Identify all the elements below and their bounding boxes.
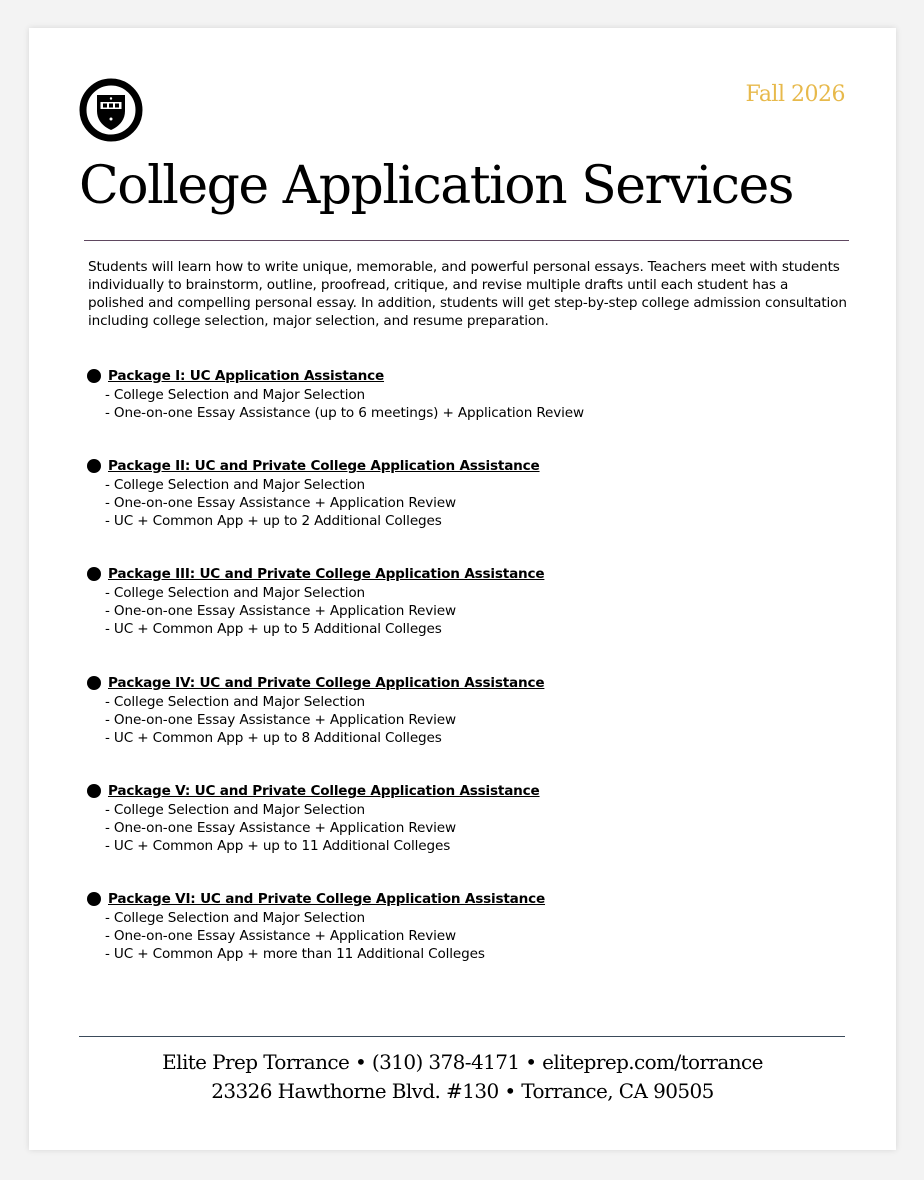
package-item: - One-on-one Essay Assistance (up to 6 meetings) + Application Review bbox=[105, 405, 584, 421]
bullet-icon bbox=[87, 369, 101, 383]
package-item: - One-on-one Essay Assistance + Application Review bbox=[105, 820, 456, 836]
package-item: - UC + Common App + up to 5 Additional Colleges bbox=[105, 621, 442, 637]
package-title: Package I: UC Application Assistance bbox=[108, 368, 385, 384]
package-item: - College Selection and Major Selection bbox=[105, 387, 365, 403]
page-title: College Application Services bbox=[79, 156, 793, 216]
header-divider bbox=[84, 240, 849, 241]
package-title: Package III: UC and Private College Application Assistance bbox=[108, 566, 545, 582]
package-item: - One-on-one Essay Assistance + Application Review bbox=[105, 495, 456, 511]
package-4 bbox=[87, 673, 544, 747]
package-item: - College Selection and Major Selection bbox=[105, 585, 365, 601]
intro-paragraph: Students will learn how to write unique, memorable, and powerful personal essays. Teachers meet with students individually to brainstorm, outline, proofread, critique, and revise multiple drafts until each student has a polished and compelling personal essay. In addition, students will get step-by-step college admission consultation including college selection, major selection, and resume preparation. bbox=[88, 259, 847, 329]
package-item: - One-on-one Essay Assistance + Application Review bbox=[105, 603, 456, 619]
document-page bbox=[29, 28, 896, 1150]
package-item: - UC + Common App + up to 11 Additional Colleges bbox=[105, 838, 451, 854]
package-1 bbox=[87, 366, 584, 422]
bullet-icon bbox=[87, 892, 101, 906]
package-item: - UC + Common App + up to 2 Additional Colleges bbox=[105, 513, 442, 529]
footer-contact-line: Elite Prep Torrance • (310) 378-4171 • eliteprep.com/torrance bbox=[162, 1050, 763, 1074]
package-6 bbox=[87, 889, 545, 963]
package-2 bbox=[87, 456, 540, 530]
package-title: Package IV: UC and Private College Application Assistance bbox=[108, 675, 545, 691]
footer-divider bbox=[79, 1036, 845, 1037]
footer-address-line: 23326 Hawthorne Blvd. #130 • Torrance, CA 90505 bbox=[211, 1079, 714, 1103]
package-title: Package II: UC and Private College Application Assistance bbox=[108, 458, 540, 474]
package-item: - College Selection and Major Selection bbox=[105, 694, 365, 710]
package-item: - One-on-one Essay Assistance + Application Review bbox=[105, 928, 456, 944]
package-3 bbox=[87, 564, 544, 638]
package-item: - UC + Common App + more than 11 Additional Colleges bbox=[105, 946, 485, 962]
shield-crest-icon bbox=[79, 78, 143, 142]
bullet-icon bbox=[87, 784, 101, 798]
season-label: Fall 2026 bbox=[745, 82, 845, 107]
package-title: Package V: UC and Private College Application Assistance bbox=[108, 783, 540, 799]
package-title: Package VI: UC and Private College Application Assistance bbox=[108, 891, 546, 907]
bullet-icon bbox=[87, 676, 101, 690]
footer-contact bbox=[29, 1048, 896, 1106]
package-item: - College Selection and Major Selection bbox=[105, 477, 365, 493]
package-item: - College Selection and Major Selection bbox=[105, 802, 365, 818]
bullet-icon bbox=[87, 567, 101, 581]
package-item: - College Selection and Major Selection bbox=[105, 910, 365, 926]
package-item: - UC + Common App + up to 8 Additional Colleges bbox=[105, 730, 442, 746]
package-item: - One-on-one Essay Assistance + Application Review bbox=[105, 712, 456, 728]
package-5 bbox=[87, 781, 540, 855]
bullet-icon bbox=[87, 459, 101, 473]
